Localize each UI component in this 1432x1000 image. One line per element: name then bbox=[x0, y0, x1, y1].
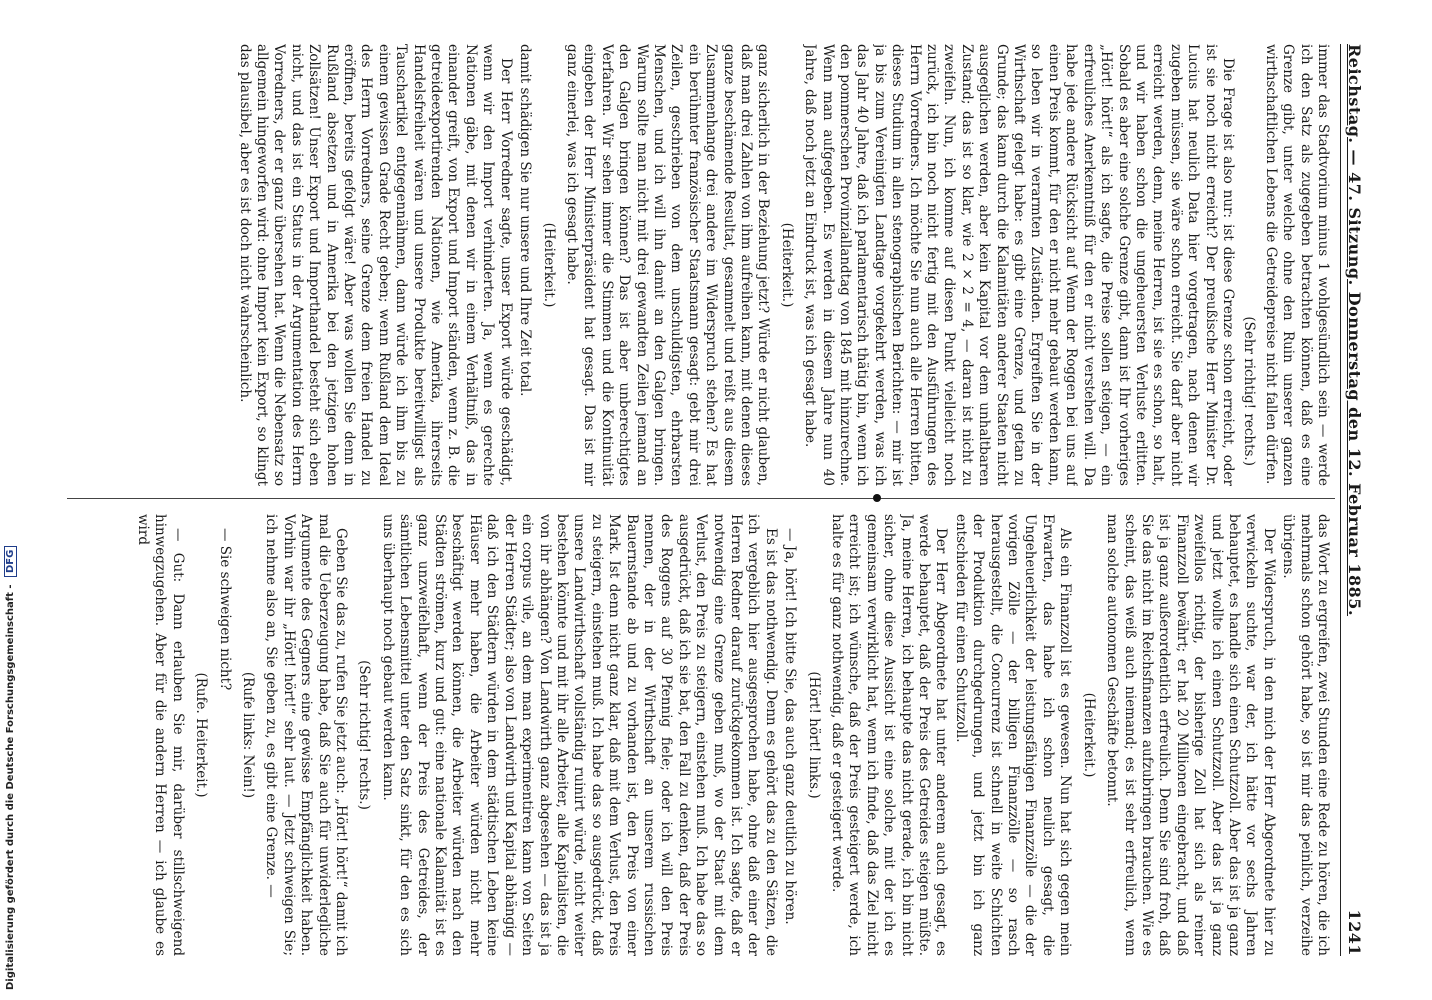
paragraph: Der Herr Vorredner sagte, unser Export würde geschädigt, wenn wir den Import verhinderten. Ja, wenn es gerechte Nationen gäbe, mit denen wir in einem Verhältniß, das in einander greift, von Export und Import ständen, wenn z. B. die getreideexportirenden Nationen, wie Amerika, ihrerseits Handelsfreiheit wären und unsere Produkte bereitwilligst als Tauschartikel entgegennähmen, dann würde ich ihm bis zu einem gewissen Grade Recht geben; wenn Rußland dem Ideal des Herrn Vorredners, seine Grenze dem freien Handel zu eröffnen, bereits gefolgt wäre! Aber was wollen Sie denn in Rußland absetzen und in Amerika bei den jetzigen hohen Zollsätzen! Unser Export und Importhandel besteht sich eben nicht, und das ist ein Status in der Argumentation des Herrn Vorredners, der er ganz übersehen hat. Wenn die Nebensatz so allgemein hingeworfen wird: ohne Import kein Export, so klingt das plausibel, aber es ist doch nicht wahrscheinlich. bbox=[236, 44, 514, 486]
digitization-credit bbox=[0, 0, 24, 1000]
paragraph: Die Frage ist also nur: ist diese Grenze schon erreicht, oder ist sie noch nicht erreicht? Der preußische Herr Minister Dr. Lucius hat neulich Data hier vorgetragen, nach denen wir zugeben müssen, sie wäre schon erreicht. Sie darf aber nicht erreicht werden, denn, meine Herren, ist sie es schon, so halt, und wir haben schon die ungeheuersten Verluste erlitten. Sobald es aber eine solche Grenze gibt, dann ist Ihr vorheriges „Hört! hört!“ als ich sagte, die Preise sollen steigen, — ein erfreuliches Anerkenntniß für den er nicht verstehen will. Da habe jede andere Rücksicht auf Wenn der Roggen bei uns auf einen Preis kommt, für den er nicht mehr gebaut werden kann, so leben wir in verarmten Zuständen. Ergreiften Sie in der Wirthschaft gelegt habe: es gibt eine Grenze, und getan zu Grunde; das kann durch die Kalamitäten anderer Staaten nicht ausgeglichen werden, aber kein Kapital vor dem unhaltbaren Zustand; das ist so klar, wie 2 × 2 = 4, — daran ist nicht zu zweifeln. Nun, ich komme auf diesen Punkt vielleicht noch zurück, ich bin noch nicht fertig mit den Ausführungen des Herrn Vorredners. Ich möchte Sie nun auch alle Herren bitten, dieses Studium in allen stenographischen Berichten: — mir ist ja bis zum Vereinigten Landtage vorgekehrt werden, was ich das Jahr 40 Jahre, daß ich parlamentarisch thätig bin, wenn ich den pommerschen Provinziallandtag von 1845 mit hinzurechne. Wenn man aufgegeben. Es werden in diesem Jahre nun 40 Jahre, daß noch jetzt an Eindruck ist, was ich gesagt habe. bbox=[802, 44, 1236, 486]
credit-text: Digitalisierung gefördert durch die Deutsche Forschungsgemeinschaft - bbox=[5, 584, 16, 990]
text-column-right bbox=[71, 514, 1331, 956]
credit-line bbox=[4, 546, 17, 990]
stage-direction: (Sehr richtig! rechts.) bbox=[356, 660, 373, 810]
page-number: 1241 bbox=[1345, 909, 1364, 956]
stage-direction: (Heiterkeit.) bbox=[540, 222, 557, 308]
dfg-logo: DFG bbox=[4, 546, 17, 577]
paragraph: das Wort zu ergreifen, zwei Stunden eine Rede zu hören, die ich mehrmals schon gehört habe, so ist mir das peinlich, verzeihe übrigens. bbox=[1280, 514, 1331, 956]
paragraph: ganz sicherlich in der Beziehung jetzt? Würde er nicht glauben, daß man drei Zahlen von ihm aufreihen kann, mit denen dieses ganze beschämende Resultat, gesammelt und reißt aus diesem Zusammenhange drei andere im Widerspruch stehen? Es hat ein berühmter französischer Staatsmann gesagt: gebt mir drei Zeilen, geschrieben von dem unschuldigsten, ehrbarsten Menschen, und ich will ihn damit an den Galgen bringen. Warum sollte man nicht mit drei gewandten Zeilen jemand an den Galgen bringen können? Das ist aber unberechtigtes Verfahren. Wir sehen immer die Stimmen und die Kontinuität eingeben der Herr Ministerpräsident hat gesagt. Das ist mir ganz einerlei, was ich gesagt habe. bbox=[563, 44, 772, 486]
header-title: Reichstag. — 47. Sitzung. Donnerstag den 12. Februar 1885. bbox=[1345, 44, 1364, 617]
page-header bbox=[1340, 44, 1375, 956]
stage-direction: (Rufe. Heiterkeit.) bbox=[193, 672, 210, 798]
stage-direction: (Heiterkeit.) bbox=[1080, 692, 1097, 778]
paragraph: Geben Sie das zu, rufen Sie jetzt auch: „Hört! hört!“ damit ich mal die Ueberzeugung habe, daß Sie auch für unwiderlegliche Argumente des Gegners eine gewisse Empfänglichkeit haben. Vorhin war ihr „Hört! hört!“ sehr laut. — Jetzt schweigen Sie; ich nehme also an, Sie geben zu, es gibt eine Grenze. — bbox=[263, 514, 350, 956]
paragraph: immer das Stadtvorium minus 1 wohlgesündlich sein — werde ich den Satz als zugegeben betrachten können, daß es eine Grenze gibt, unter welche ohne den Ruin unserer ganzen wirthschaftlichen Lebens die Getreidepreise nicht fallen dürfen. bbox=[1262, 44, 1331, 486]
stage-direction: (Rufe links: Nein!) bbox=[240, 671, 257, 799]
stage-direction: (Heiterkeit.) bbox=[778, 222, 795, 308]
divider-dot bbox=[873, 494, 881, 502]
stage-direction: (Hört! hört! links.) bbox=[805, 671, 822, 799]
paragraph: — Gut: Dann erlauben Sie mir, darüber stillschweigend hinwegzugehen. Aber für die andern Herren — ich glaube es wird bbox=[135, 514, 186, 956]
paragraph: Als ein Finanzzoll ist es gewesen. Nun hat sich gegen mein Erwarten, das habe ich schon neulich gesagt, die Ungeheuerlichkeit der leistungsfähigen Finanzzölle — die der vorigen Zölle — der billigen Finanzzölle — so rasch herausgestellt, die Concurrenz ist schnell in weite Schichten der Produktion durchgedrungen, und jetzt bin ich ganz entschieden für einen Schutzzoll. bbox=[952, 514, 1074, 956]
stage-direction: (Sehr richtig! rechts.) bbox=[1241, 316, 1258, 466]
rotated-page bbox=[51, 20, 1381, 980]
column-divider bbox=[67, 498, 1335, 499]
text-column-left bbox=[71, 44, 1331, 486]
paragraph: Es ist das nothwendig. Denn es gehört das zu den Sätzen, die ich vergeblich hier ausgesprochen habe, ohne daß einer der Herren Redner darauf zurückgekommen ist. Ich sagte, daß er notwendig eine Grenze geben muß, wo der Staat mit dem Verlust, den Preis zu steigern, einstehen muß. Ich habe das so ausgedrückt, daß ich sie bat, den Fall zu denken, daß der Preis des Roggens auf 30 Pfennig fiele; oder ich will den Preis nennen, der in der Wirthschaft an unserem russischen Bauernstande ab und zu vorhanden ist, den Preis von einer Mark. Ist denn nicht ganz klar, daß mit dem Verlust, den Preis zu steigern, einstehen muß. Ich habe das so ausgedrückt, daß unsere Landwirthschaft vollständig ruinirt würde, nicht weiter bestehen könnte und mit ihr alle Arbeiter, alle Kapitalisten, die von ihr abhängen? Von Landwirth ganz abgesehen — das ist ja ein corpus vile, an dem man experimentiren kann von Seiten der Herren Städter; also von Landwirth und Kapital abhängig — daß ich den Städtern würden in dem städtischen Leben keine Häuser mehr haben, die Arbeiter würden nicht mehr beschäftigt werden können, die Arbeiter würden nach den Städten strömen, kurz und gut: eine nationale Kalamität ist es ganz unzweifelhaft, wenn der Preis des Getreides, der sämtlichen Lebensmittel unter den Satz sinkt, für den es sich uns überhaupt noch gebaut werden kann. bbox=[379, 514, 779, 956]
paragraph: — Ja, hört! Ich bitte Sie, das auch ganz deutlich zu hören. bbox=[782, 528, 799, 925]
paragraph: Der Herr Abgeordnete hat unter anderem auch gesagt, es werde behauptet, daß der Preis des Getreides steigen müßte. Ja, meine Herren, ich behaupte das nicht gerade, ich bin nicht sicher, ohne diese Aussicht ist eine solche, mit der ich es gemeinsam verwirklicht hat, wenn ich finde, daß das Ziel nicht erreicht ist; ich wünsche, daß der Preis gesteigert werde, ich halte es für ganz nothwendig, daß er gesteigert werde. bbox=[829, 514, 950, 956]
paragraph: Der Widerspruch, in den mich der Herr Abgeordnete hier zu verwickeln suchte, war der, ich hätte vor sechs Jahren behauptet, es handle sich einen Schutzzoll. Aber das ist ja ganz und jetzt wollte ich einen Schutzzoll. Aber das ist ja ganz zweifellos richtig, der bisherige Zoll hat sich als reiner Finanzzoll bewährt; er hat 20 Millionen eingebracht, und daß ist ja ganz außerordentlich erfreulich. Denn Sie sind froh, daß Sie das nicht im Reichsfinanzen aufzubringen brauchen. Wie es scheint, das weiß auch niemand; es ist sehr erfreulich, wenn man solche autonomen Geschäfte betonnt. bbox=[1104, 514, 1277, 956]
paragraph: — Sie schweigen nicht? bbox=[216, 528, 233, 691]
paragraph: damit schädigen Sie nur unsere und Ihre Zeit total. bbox=[517, 44, 534, 397]
